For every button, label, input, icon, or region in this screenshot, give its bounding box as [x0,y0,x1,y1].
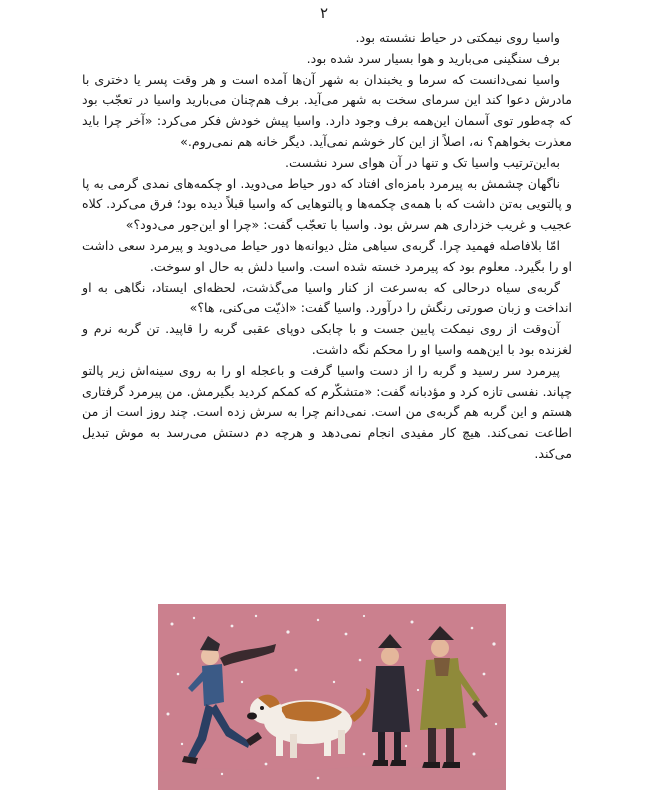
winter-scene-drawing [158,604,506,790]
ground [158,766,506,790]
paragraph: واسیا نمی‌دانست که سرما و یخبندان به شهر آن‌ها آمده است و هر وقت پسر یا دختری با مادرش دعوا کند این سرمای سخت به شهر می‌آید. برف هم‌چنان می‌بارید واسیا در تعجّب بود که چه‌طور توی آسمان این‌همه برف وجود دارد. واسیا پیش خودش فکر می‌کرد: «آخر چرا باید معذرت بخواهم؟ نه، اصلاً از این کار خوشم نمی‌آید. دیگر خانه هم نمی‌روم.» [82,71,572,149]
paragraph: امّا بلافاصله فهمید چرا. گربه‌ی سیاهی مثل دیوانه‌ها دور حیاط می‌دوید و پیرمرد سعی داشت او را بگیرد. معلوم بود که پیرمرد خسته شده است. واسیا دلش به حال او سوخت. [82,237,572,274]
paragraph: آن‌وقت از روی نیمکت پایین جست و با چابکی دوپای عقبی گربه را قاپید. تن گربه نرم و لغزنده بود با این‌همه واسیا او را محکم نگه داشت. [82,321,572,357]
paragraph: گربه‌ی سیاه درحالی که به‌سرعت از کنار واسیا می‌گذشت، لحظه‌ای ایستاد، نگاهی به او انداخت و زبان صورتی رنگش را درآورد. واسیا گفت: «اذیّت می‌کنی، ها؟» [82,279,572,316]
page-number: ۲ [319,4,329,22]
paragraph: پیرمرد سر رسید و گربه را از دست واسیا گرفت و باعجله او را به روی سینه‌اش زیر پالتو چپاند. نفسی تازه کرد و مؤدبانه گفت: «متشکّرم که کمکم کردید بگیرمش. من پیرمرد گرفتاری هستم و این گربه هم گربه‌ی من است. نمی‌دانم چرا به سرش زده است. چند روز است از من اطاعت نمی‌کند. هیچ کار مفیدی انجام نمی‌دهد و هرچه دم دستش می‌رسد به موش تبدیل می‌کند. [82,362,572,461]
story-illustration [158,604,506,790]
paragraph: واسیا روی نیمکتی در حیاط نشسته بود. [355,30,560,45]
paragraph: برف سنگینی می‌بارید و هوا بسیار سرد شده بود. [306,50,560,66]
paragraph: به‌این‌ترتیب واسیا تک و تنها در آن هوای سرد نشست. [285,154,560,170]
paragraph: ناگهان چشمش به پیرمرد بامزه‌ای افتاد که دور حیاط می‌دوید. او چکمه‌های نمدی گرمی به پا و پالتویی به‌تن داشت که با همه‌ی چکمه‌ها و پالتوهایی که واسیا قبلاً دیده بود؛ فرق می‌کرد. کلاه عجیب و غریب خزداری هم سرش بود. واسیا با تعجّب گفت: «چرا او این‌جور می‌دود؟» [82,175,572,233]
story-text [82,28,572,465]
